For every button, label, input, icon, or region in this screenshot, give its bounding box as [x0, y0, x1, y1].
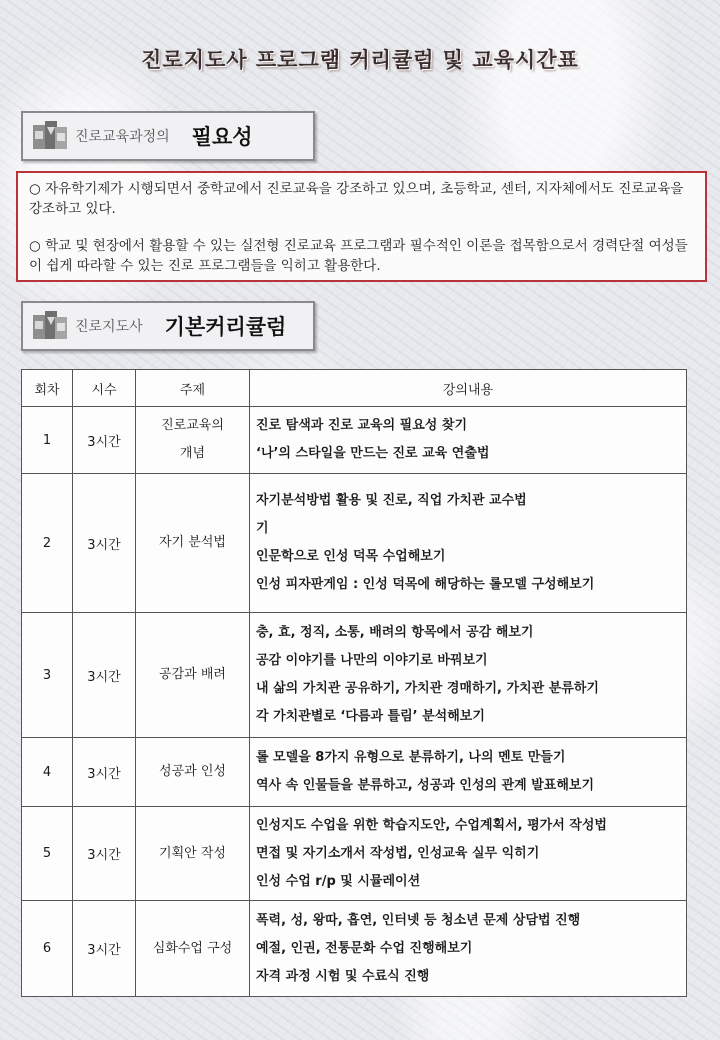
content-line: 폭력, 성, 왕따, 흡연, 인터넷 등 청소년 문제 상담법 진행 — [256, 912, 581, 928]
session-hours: 3시간 — [73, 901, 136, 997]
session-number: 3 — [22, 613, 73, 738]
session-topic — [136, 807, 250, 901]
session-number: 2 — [22, 474, 73, 613]
topic-line: 공감과 배려 — [159, 667, 226, 682]
session-number: 4 — [22, 738, 73, 807]
content-line: 기 — [256, 521, 269, 536]
topic-line: 기획안 작성 — [159, 845, 226, 861]
session-topic — [136, 613, 250, 738]
content-line: 공감 이야기를 나만의 이야기로 바꿔보기 — [256, 653, 488, 668]
section-title: 기본커리큘럼 — [164, 315, 287, 339]
session-content — [250, 807, 687, 901]
table-row — [22, 407, 687, 474]
session-hours: 3시간 — [73, 738, 136, 807]
content-line: 예절, 인권, 전통문화 수업 진행해보기 — [256, 940, 473, 956]
content-line: 롤 모델을 8가지 유형으로 분류하기, 나의 멘토 만들기 — [256, 750, 566, 765]
necessity-notice-box — [16, 171, 707, 282]
content-line: 내 삶의 가치관 공유하기, 가치관 경매하기, 가치관 분류하기 — [256, 681, 599, 696]
notice-paragraph: ○ 학교 및 현장에서 활용할 수 있는 실전형 진로교육 프로그램과 필수적인 이론을 접목함으로서 경력단절 여성들이 쉽게 따라할 수 있는 진로 프로그램들을 익히고 활용한다. — [29, 238, 688, 274]
session-topic — [136, 407, 250, 474]
session-content — [250, 901, 687, 997]
session-content — [250, 407, 687, 474]
logo-icon — [31, 309, 69, 343]
session-content — [250, 613, 687, 738]
logo-icon — [31, 119, 69, 153]
session-hours: 3시간 — [73, 613, 136, 738]
session-number: 5 — [22, 807, 73, 901]
session-hours: 3시간 — [73, 807, 136, 901]
content-line: 역사 속 인물들을 분류하고, 성공과 인성의 관계 발표해보기 — [256, 778, 595, 793]
topic-line: 개념 — [179, 446, 206, 461]
page-title: 진로지도사 프로그램 커리큘럼 및 교육시간표 — [141, 48, 579, 72]
table-row — [22, 474, 687, 613]
content-line: 각 가치관별로 ‘다름과 틀림’ 분석해보기 — [256, 709, 485, 724]
section-header-curriculum — [21, 301, 315, 351]
section-header-necessity — [21, 111, 315, 161]
session-content — [250, 738, 687, 807]
content-line: 자격 과정 시험 및 수료식 진행 — [256, 968, 430, 984]
table-row — [22, 807, 687, 901]
session-topic — [136, 901, 250, 997]
session-hours: 3시간 — [73, 474, 136, 613]
content-line: 충, 효, 정직, 소통, 배려의 항목에서 공감 해보기 — [256, 625, 534, 640]
topic-line: 성공과 인성 — [159, 764, 226, 779]
topic-line: 진로교육의 — [161, 418, 224, 433]
content-line: 면접 및 자기소개서 작성법, 인성교육 실무 익히기 — [256, 845, 540, 861]
content-line: 인성 피자판게임 : 인성 덕목에 해당하는 롤모델 구성해보기 — [256, 577, 595, 592]
session-hours: 3시간 — [73, 407, 136, 474]
header-content: 강의내용 — [250, 370, 687, 407]
content-line: 인성 수업 r/p 및 시뮬레이션 — [256, 873, 421, 889]
curriculum-table — [21, 369, 687, 997]
content-line: 진로 탐색과 진로 교육의 필요성 찾기 — [256, 418, 467, 433]
section-subtitle: 진로지도사 — [75, 319, 143, 335]
session-content — [250, 474, 687, 613]
content-line: ‘나’의 스타일을 만드는 진로 교육 연출법 — [256, 446, 490, 461]
table-row — [22, 901, 687, 997]
topic-line: 자기 분석법 — [159, 535, 226, 550]
header-session: 회차 — [22, 370, 73, 407]
session-topic — [136, 738, 250, 807]
table-header-row — [22, 370, 687, 407]
section-subtitle: 진로교육과정의 — [75, 129, 170, 145]
session-number: 1 — [22, 407, 73, 474]
header-hours: 시수 — [73, 370, 136, 407]
notice-paragraph: ○ 자유학기제가 시행되면서 중학교에서 진로교육을 강조하고 있으며, 초등학교, 센터, 지자체에서도 진로교육을 강조하고 있다. — [29, 181, 684, 217]
topic-line: 심화수업 구성 — [152, 940, 233, 956]
content-line: 인문학으로 인성 덕목 수업해보기 — [256, 549, 446, 564]
header-topic: 주제 — [136, 370, 250, 407]
table-row — [22, 738, 687, 807]
session-topic — [136, 474, 250, 613]
table-row — [22, 613, 687, 738]
section-title: 필요성 — [191, 125, 253, 149]
session-number: 6 — [22, 901, 73, 997]
content-line: 인성지도 수업을 위한 학습지도안, 수업계획서, 평가서 작성법 — [256, 817, 607, 833]
content-line: 자기분석방법 활용 및 진로, 직업 가치관 교수법 — [256, 493, 527, 508]
table-body — [22, 407, 687, 997]
